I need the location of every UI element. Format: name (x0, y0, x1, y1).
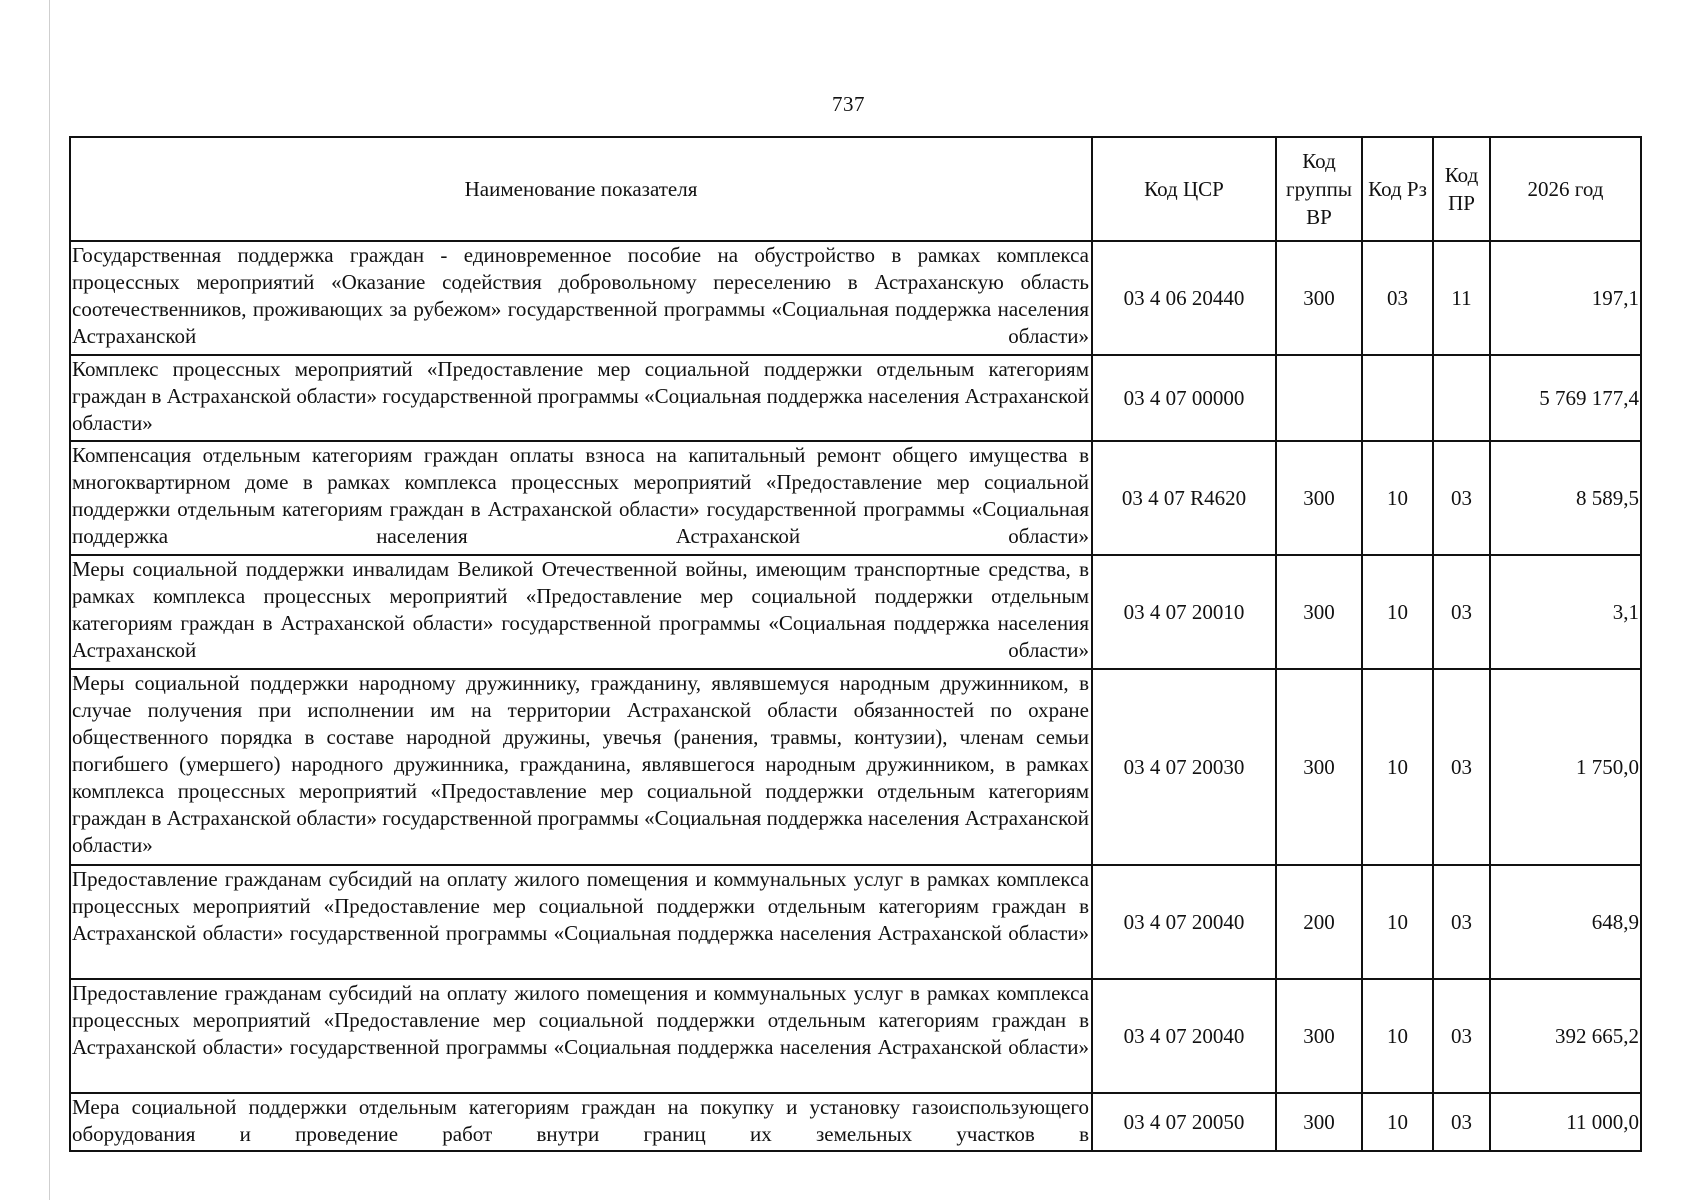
row-csr: 03 4 07 00000 (1092, 355, 1276, 441)
table-row (70, 669, 1641, 865)
row-vr (1276, 355, 1362, 441)
row-csr: 03 4 07 20050 (1092, 1093, 1276, 1151)
row-vr: 300 (1276, 979, 1362, 1093)
row-vr: 300 (1276, 441, 1362, 555)
row-name: Предоставление гражданам субсидий на оплату жилого помещения и коммунальных услуг в рамках комплекса процессных мероприятий «Предоставление мер социальной поддержки отдельным категориям граждан в Астраханской области» государственной программы «Социальная поддержка населения Астраханской области» (70, 865, 1092, 979)
row-name: Государственная поддержка граждан - единовременное пособие на обустройство в рамках комплекса процессных мероприятий «Оказание содействия добровольному переселению в Астраханскую область соотечественников, проживающих за рубежом» государственной программы «Социальная поддержка населения Астраханской области» (70, 241, 1092, 355)
row-vr: 300 (1276, 555, 1362, 669)
table-header-row (70, 137, 1641, 241)
row-name: Компенсация отдельным категориям граждан оплаты взноса на капитальный ремонт общего имущества в многоквартирном доме в рамках комплекса процессных мероприятий «Предоставление мер социальной поддержки отдельным категориям граждан в Астраханской области» государственной программы «Социальная поддержка населения Астраханской области» (70, 441, 1092, 555)
page-margin-line (49, 0, 50, 1200)
row-amount: 5 769 177,4 (1490, 355, 1641, 441)
table-row (70, 555, 1641, 669)
table-row (70, 241, 1641, 355)
row-name: Мера социальной поддержки отдельным категориям граждан на покупку и установку газоиспользующего оборудования и проведение работ внутри границ их земельных участков в (70, 1093, 1092, 1151)
row-pr: 03 (1433, 555, 1490, 669)
budget-table (69, 136, 1642, 1152)
header-csr: Код ЦСР (1092, 137, 1276, 241)
row-amount: 1 750,0 (1490, 669, 1641, 865)
row-amount: 392 665,2 (1490, 979, 1641, 1093)
row-rz (1362, 355, 1433, 441)
row-vr: 300 (1276, 1093, 1362, 1151)
row-rz: 10 (1362, 865, 1433, 979)
header-name: Наименование показателя (70, 137, 1092, 241)
row-pr: 11 (1433, 241, 1490, 355)
row-pr: 03 (1433, 441, 1490, 555)
row-csr: 03 4 07 20030 (1092, 669, 1276, 865)
row-amount: 11 000,0 (1490, 1093, 1641, 1151)
row-csr: 03 4 07 20040 (1092, 979, 1276, 1093)
row-rz: 03 (1362, 241, 1433, 355)
row-csr: 03 4 06 20440 (1092, 241, 1276, 355)
row-amount: 8 589,5 (1490, 441, 1641, 555)
table-row (70, 1093, 1641, 1151)
header-vr-group: Код группы ВР (1276, 137, 1362, 241)
row-rz: 10 (1362, 555, 1433, 669)
header-rz: Код Рз (1362, 137, 1433, 241)
table-row (70, 865, 1641, 979)
table-row (70, 355, 1641, 441)
row-rz: 10 (1362, 1093, 1433, 1151)
row-pr: 03 (1433, 979, 1490, 1093)
table-row (70, 979, 1641, 1093)
row-amount: 197,1 (1490, 241, 1641, 355)
header-year: 2026 год (1490, 137, 1641, 241)
row-amount: 648,9 (1490, 865, 1641, 979)
row-vr: 300 (1276, 669, 1362, 865)
row-pr: 03 (1433, 1093, 1490, 1151)
row-rz: 10 (1362, 979, 1433, 1093)
row-name: Предоставление гражданам субсидий на оплату жилого помещения и коммунальных услуг в рамках комплекса процессных мероприятий «Предоставление мер социальной поддержки отдельным категориям граждан в Астраханской области» государственной программы «Социальная поддержка населения Астраханской области» (70, 979, 1092, 1093)
row-rz: 10 (1362, 441, 1433, 555)
table-row (70, 441, 1641, 555)
row-csr: 03 4 07 20040 (1092, 865, 1276, 979)
row-pr (1433, 355, 1490, 441)
row-pr: 03 (1433, 865, 1490, 979)
row-csr: 03 4 07 R4620 (1092, 441, 1276, 555)
row-name: Комплекс процессных мероприятий «Предоставление мер социальной поддержки отдельным категориям граждан в Астраханской области» государственной программы «Социальная поддержка населения Астраханской области» (70, 355, 1092, 441)
row-rz: 10 (1362, 669, 1433, 865)
row-vr: 300 (1276, 241, 1362, 355)
row-vr: 200 (1276, 865, 1362, 979)
row-name: Меры социальной поддержки народному дружиннику, гражданину, являвшемуся народным дружинником, в случае получения при исполнении им на территории Астраханской области обязанностей по охране общественного порядка в составе народной дружины, увечья (ранения, травмы, контузии), членам семьи погибшего (умершего) народного дружинника, гражданина, являвшегося народным дружинником, в рамках комплекса процессных мероприятий «Предоставление мер социальной поддержки отдельным категориям граждан в Астраханской области» государственной программы «Социальная поддержка населения Астраханской области» (70, 669, 1092, 865)
row-pr: 03 (1433, 669, 1490, 865)
row-csr: 03 4 07 20010 (1092, 555, 1276, 669)
page-number: 737 (832, 92, 865, 116)
row-amount: 3,1 (1490, 555, 1641, 669)
row-name: Меры социальной поддержки инвалидам Великой Отечественной войны, имеющим транспортные средства, в рамках комплекса процессных мероприятий «Предоставление мер социальной поддержки отдельным категориям граждан в Астраханской области» государственной программы «Социальная поддержка населения Астраханской области» (70, 555, 1092, 669)
header-pr: Код ПР (1433, 137, 1490, 241)
